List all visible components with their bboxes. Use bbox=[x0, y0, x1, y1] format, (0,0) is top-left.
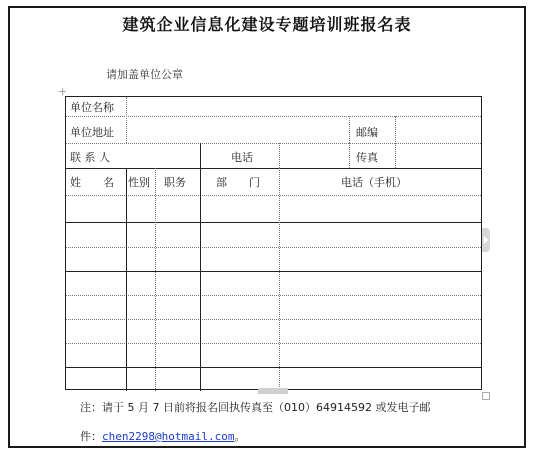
page-break-handle[interactable] bbox=[258, 388, 288, 394]
scroll-handle[interactable] bbox=[482, 228, 490, 252]
footnote: 注：请于 5 月 7 日前将报名回执传真至（010）64914592 或发电子邮 bbox=[80, 401, 431, 414]
row-divider bbox=[66, 116, 481, 117]
email-link[interactable]: chen2298@hotmail.com bbox=[102, 430, 235, 443]
row-divider bbox=[66, 168, 481, 169]
row-divider bbox=[66, 319, 481, 320]
postcode-label: 邮编 bbox=[356, 126, 378, 139]
col-divider bbox=[279, 143, 280, 168]
email-line bbox=[80, 428, 245, 444]
row-divider bbox=[66, 367, 481, 368]
registration-form-table bbox=[65, 96, 482, 390]
row-divider bbox=[66, 295, 481, 296]
column-header-phone-mobile: 电话（手机） bbox=[341, 176, 407, 189]
col-divider bbox=[126, 168, 127, 391]
col-divider bbox=[200, 143, 201, 391]
document-title: 建筑企业信息化建设专题培训班报名表 bbox=[122, 15, 412, 34]
stamp-note: 请加盖单位公章 bbox=[106, 68, 183, 81]
col-divider bbox=[349, 143, 350, 168]
col-divider bbox=[279, 168, 280, 391]
col-divider bbox=[395, 116, 396, 168]
column-header-gender: 性别 bbox=[128, 176, 150, 189]
phone-label: 电话 bbox=[231, 151, 253, 164]
table-resize-handle[interactable] bbox=[482, 392, 490, 400]
row-divider bbox=[66, 222, 481, 223]
column-header-department: 部 门 bbox=[216, 176, 260, 189]
row-divider bbox=[66, 271, 481, 272]
column-header-position: 职务 bbox=[164, 176, 186, 189]
email-suffix: 。 bbox=[234, 430, 246, 443]
col-divider bbox=[349, 116, 350, 143]
col-divider bbox=[126, 97, 127, 143]
row-divider bbox=[66, 143, 481, 144]
unit-address-label: 单位地址 bbox=[70, 126, 114, 139]
row-divider bbox=[66, 195, 481, 196]
row-divider bbox=[66, 247, 481, 248]
unit-name-label: 单位名称 bbox=[70, 101, 114, 114]
col-divider bbox=[155, 168, 156, 391]
column-header-name: 姓 名 bbox=[70, 176, 114, 189]
contact-label: 联 系 人 bbox=[70, 151, 110, 164]
email-prefix: 件： bbox=[80, 430, 102, 443]
crop-mark-icon: + bbox=[58, 85, 68, 98]
fax-label: 传真 bbox=[356, 151, 378, 164]
row-divider bbox=[66, 343, 481, 344]
